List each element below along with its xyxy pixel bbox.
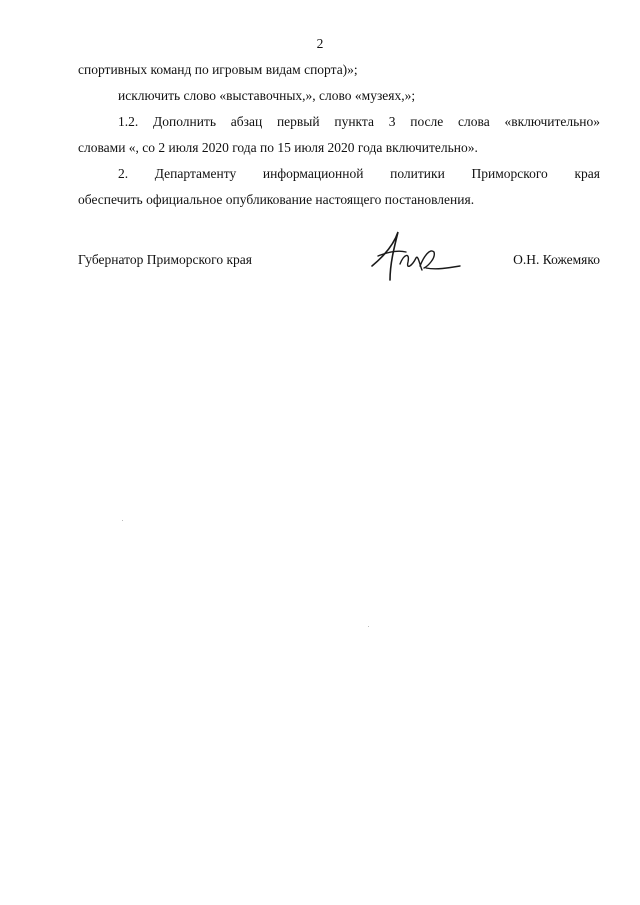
signer-title: Губернатор Приморского края xyxy=(78,252,252,267)
paragraph-2-line-1: исключить слово «выставочных,», слово «музеях,»; xyxy=(118,88,416,103)
scan-speck xyxy=(368,626,369,627)
paragraph-4-line-1: 2. Департаменту информационной политики Приморского края xyxy=(118,166,600,181)
page-number: 2 xyxy=(316,36,324,51)
signature-block xyxy=(78,252,600,292)
signer-name: О.Н. Кожемяко xyxy=(513,252,600,267)
paragraph-1-line-1: спортивных команд по игровым видам спорта)»; xyxy=(78,62,358,77)
scan-speck xyxy=(122,520,123,521)
document-body xyxy=(78,57,600,213)
paragraph-3-line-1: 1.2. Дополнить абзац первый пункта 3 после слова «включительно» xyxy=(118,114,600,129)
paragraph-4-line-2: обеспечить официальное опубликование настоящего постановления. xyxy=(78,192,475,207)
paragraph-3-line-2: словами «, со 2 июля 2020 года по 15 июля 2020 года включительно». xyxy=(78,140,478,155)
handwritten-signature xyxy=(364,226,464,286)
